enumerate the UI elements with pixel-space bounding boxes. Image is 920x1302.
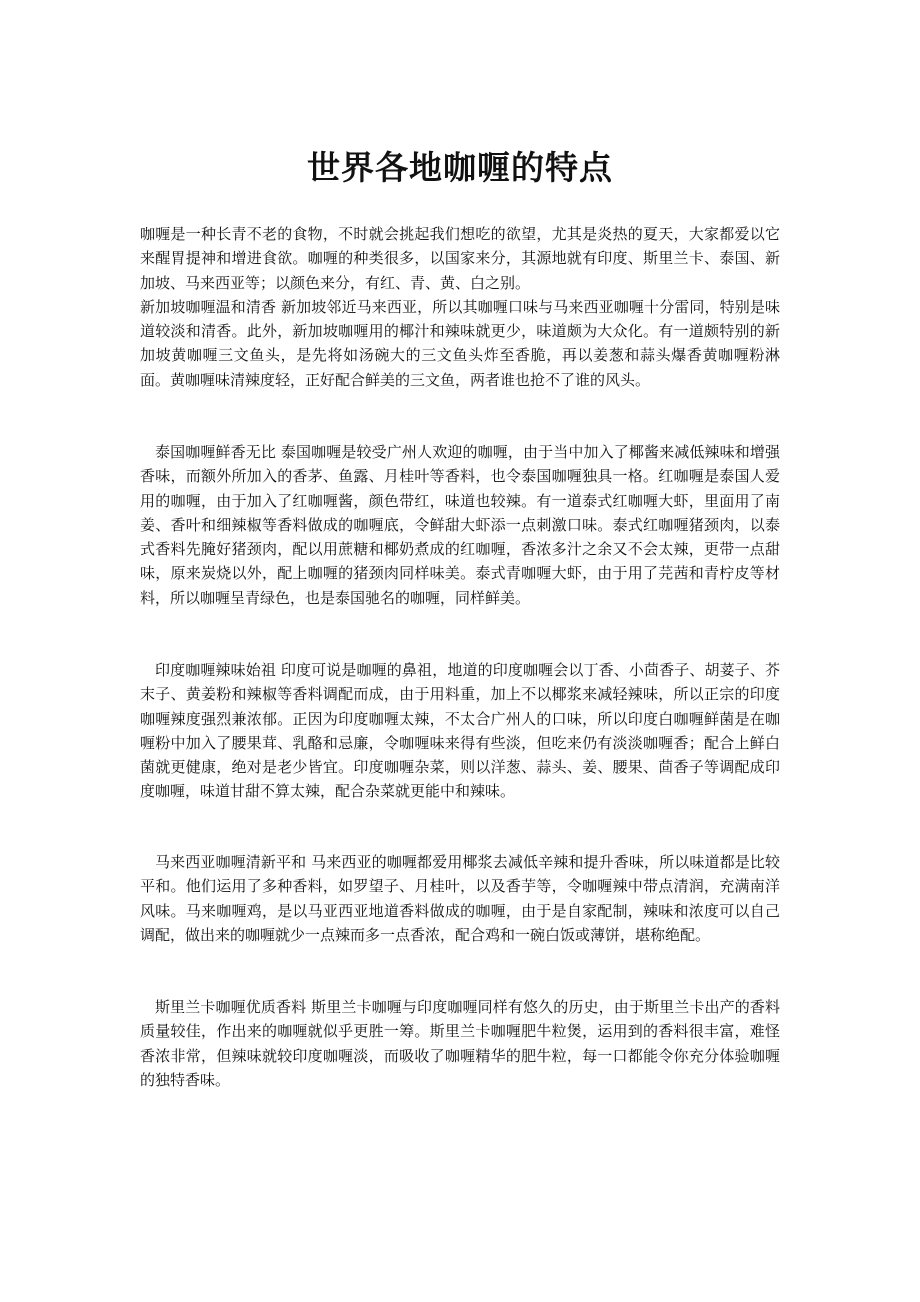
malaysia-section bbox=[140, 850, 780, 947]
intro-section bbox=[140, 222, 780, 392]
thailand-paragraph: 泰国咖喱鲜香无比 泰国咖喱是较受广州人欢迎的咖喱，由于当中加入了椰酱来减低辣味和增强香味，而额外所加入的香茅、鱼露、月桂叶等香料，也令泰国咖喱独具一格。红咖喱是泰国人爱用的咖喱，由于加入了红咖喱酱，颜色带红，味道也较辣。有一道泰式红咖喱大虾，里面用了南姜、香叶和细辣椒等香料做成的咖喱底，令鲜甜大虾添一点刺激口味。泰式红咖喱猪颈肉，以泰式香料先腌好猪颈肉，配以用蔗糖和椰奶煮成的红咖喱，香浓多汁之余又不会太辣，更带一点甜味，原来炭烧以外，配上咖喱的猪颈肉同样味美。泰式青咖喱大虾，由于用了芫茜和青柠皮等材料，所以咖喱呈青绿色，也是泰国驰名的咖喱，同样鲜美。 bbox=[140, 443, 780, 607]
india-paragraph: 印度咖喱辣味始祖 印度可说是咖喱的鼻祖，地道的印度咖喱会以丁香、小茴香子、胡荽子、芥末子、黄姜粉和辣椒等香料调配而成，由于用料重，加上不以椰浆来减轻辣味，所以正宗的印度咖喱辣度强烈兼浓郁。正因为印度咖喱太辣，不太合广州人的口味，所以印度白咖喱鲜菌是在咖喱粉中加入了腰果茸、乳酪和忌廉，令咖喱味来得有些淡，但吃来仍有淡淡咖喱香；配合上鲜白菌就更健康，绝对是老少皆宜。印度咖喱杂菜，则以洋葱、蒜头、姜、腰果、茴香子等调配成印度咖喱，味道甘甜不算太辣，配合杂菜就更能中和辣味。 bbox=[140, 661, 780, 801]
intro-paragraph: 咖喱是一种长青不老的食物，不时就会挑起我们想吃的欲望，尤其是炎热的夏天，大家都爱以它来醒胃提神和增进食欲。咖喱的种类很多，以国家来分，其源地就有印度、斯里兰卡、泰国、新加坡、马来西亚等；以颜色来分，有红、青、黄、白之别。 bbox=[140, 225, 780, 292]
srilanka-paragraph: 斯里兰卡咖喱优质香料 斯里兰卡咖喱与印度咖喱同样有悠久的历史，由于斯里兰卡出产的香料质量较佳，作出来的咖喱就似乎更胜一筹。斯里兰卡咖喱肥牛粒煲，运用到的香料很丰富，难怪香浓非常，但辣味就较印度咖喱淡，而吸收了咖喱精华的肥牛粒，每一口都能令你充分体验咖喱的独特香味。 bbox=[140, 998, 780, 1089]
singapore-paragraph: 新加坡咖喱温和清香 新加坡邻近马来西亚，所以其咖喱口味与马来西亚咖喱十分雷同，特别是味道较淡和清香。此外，新加坡咖喱用的椰汁和辣味就更少，味道颇为大众化。有一道颇特别的新加坡黄咖喱三文鱼头，是先将如汤碗大的三文鱼头炸至香脆，再以姜葱和蒜头爆香黄咖喱粉淋面。黄咖喱味清辣度轻，正好配合鲜美的三文鱼，两者谁也抢不了谁的风头。 bbox=[140, 297, 780, 389]
thailand-section bbox=[140, 440, 780, 610]
page-title: 世界各地咖喱的特点 bbox=[307, 148, 613, 187]
malaysia-paragraph: 马来西亚咖喱清新平和 马来西亚的咖喱都爱用椰浆去减低辛辣和提升香味，所以味道都是比较平和。他们运用了多种香料，如罗望子、月桂叶，以及香芋等，令咖喱辣中带点清润，充满南洋风味。马来咖喱鸡，是以马亚西亚地道香料做成的咖喱，由于是自家配制，辣味和浓度可以自己调配，做出来的咖喱就少一点辣而多一点香浓，配合鸡和一碗白饭或薄饼，堪称绝配。 bbox=[140, 853, 780, 944]
india-section bbox=[140, 658, 780, 804]
srilanka-section bbox=[140, 995, 780, 1092]
